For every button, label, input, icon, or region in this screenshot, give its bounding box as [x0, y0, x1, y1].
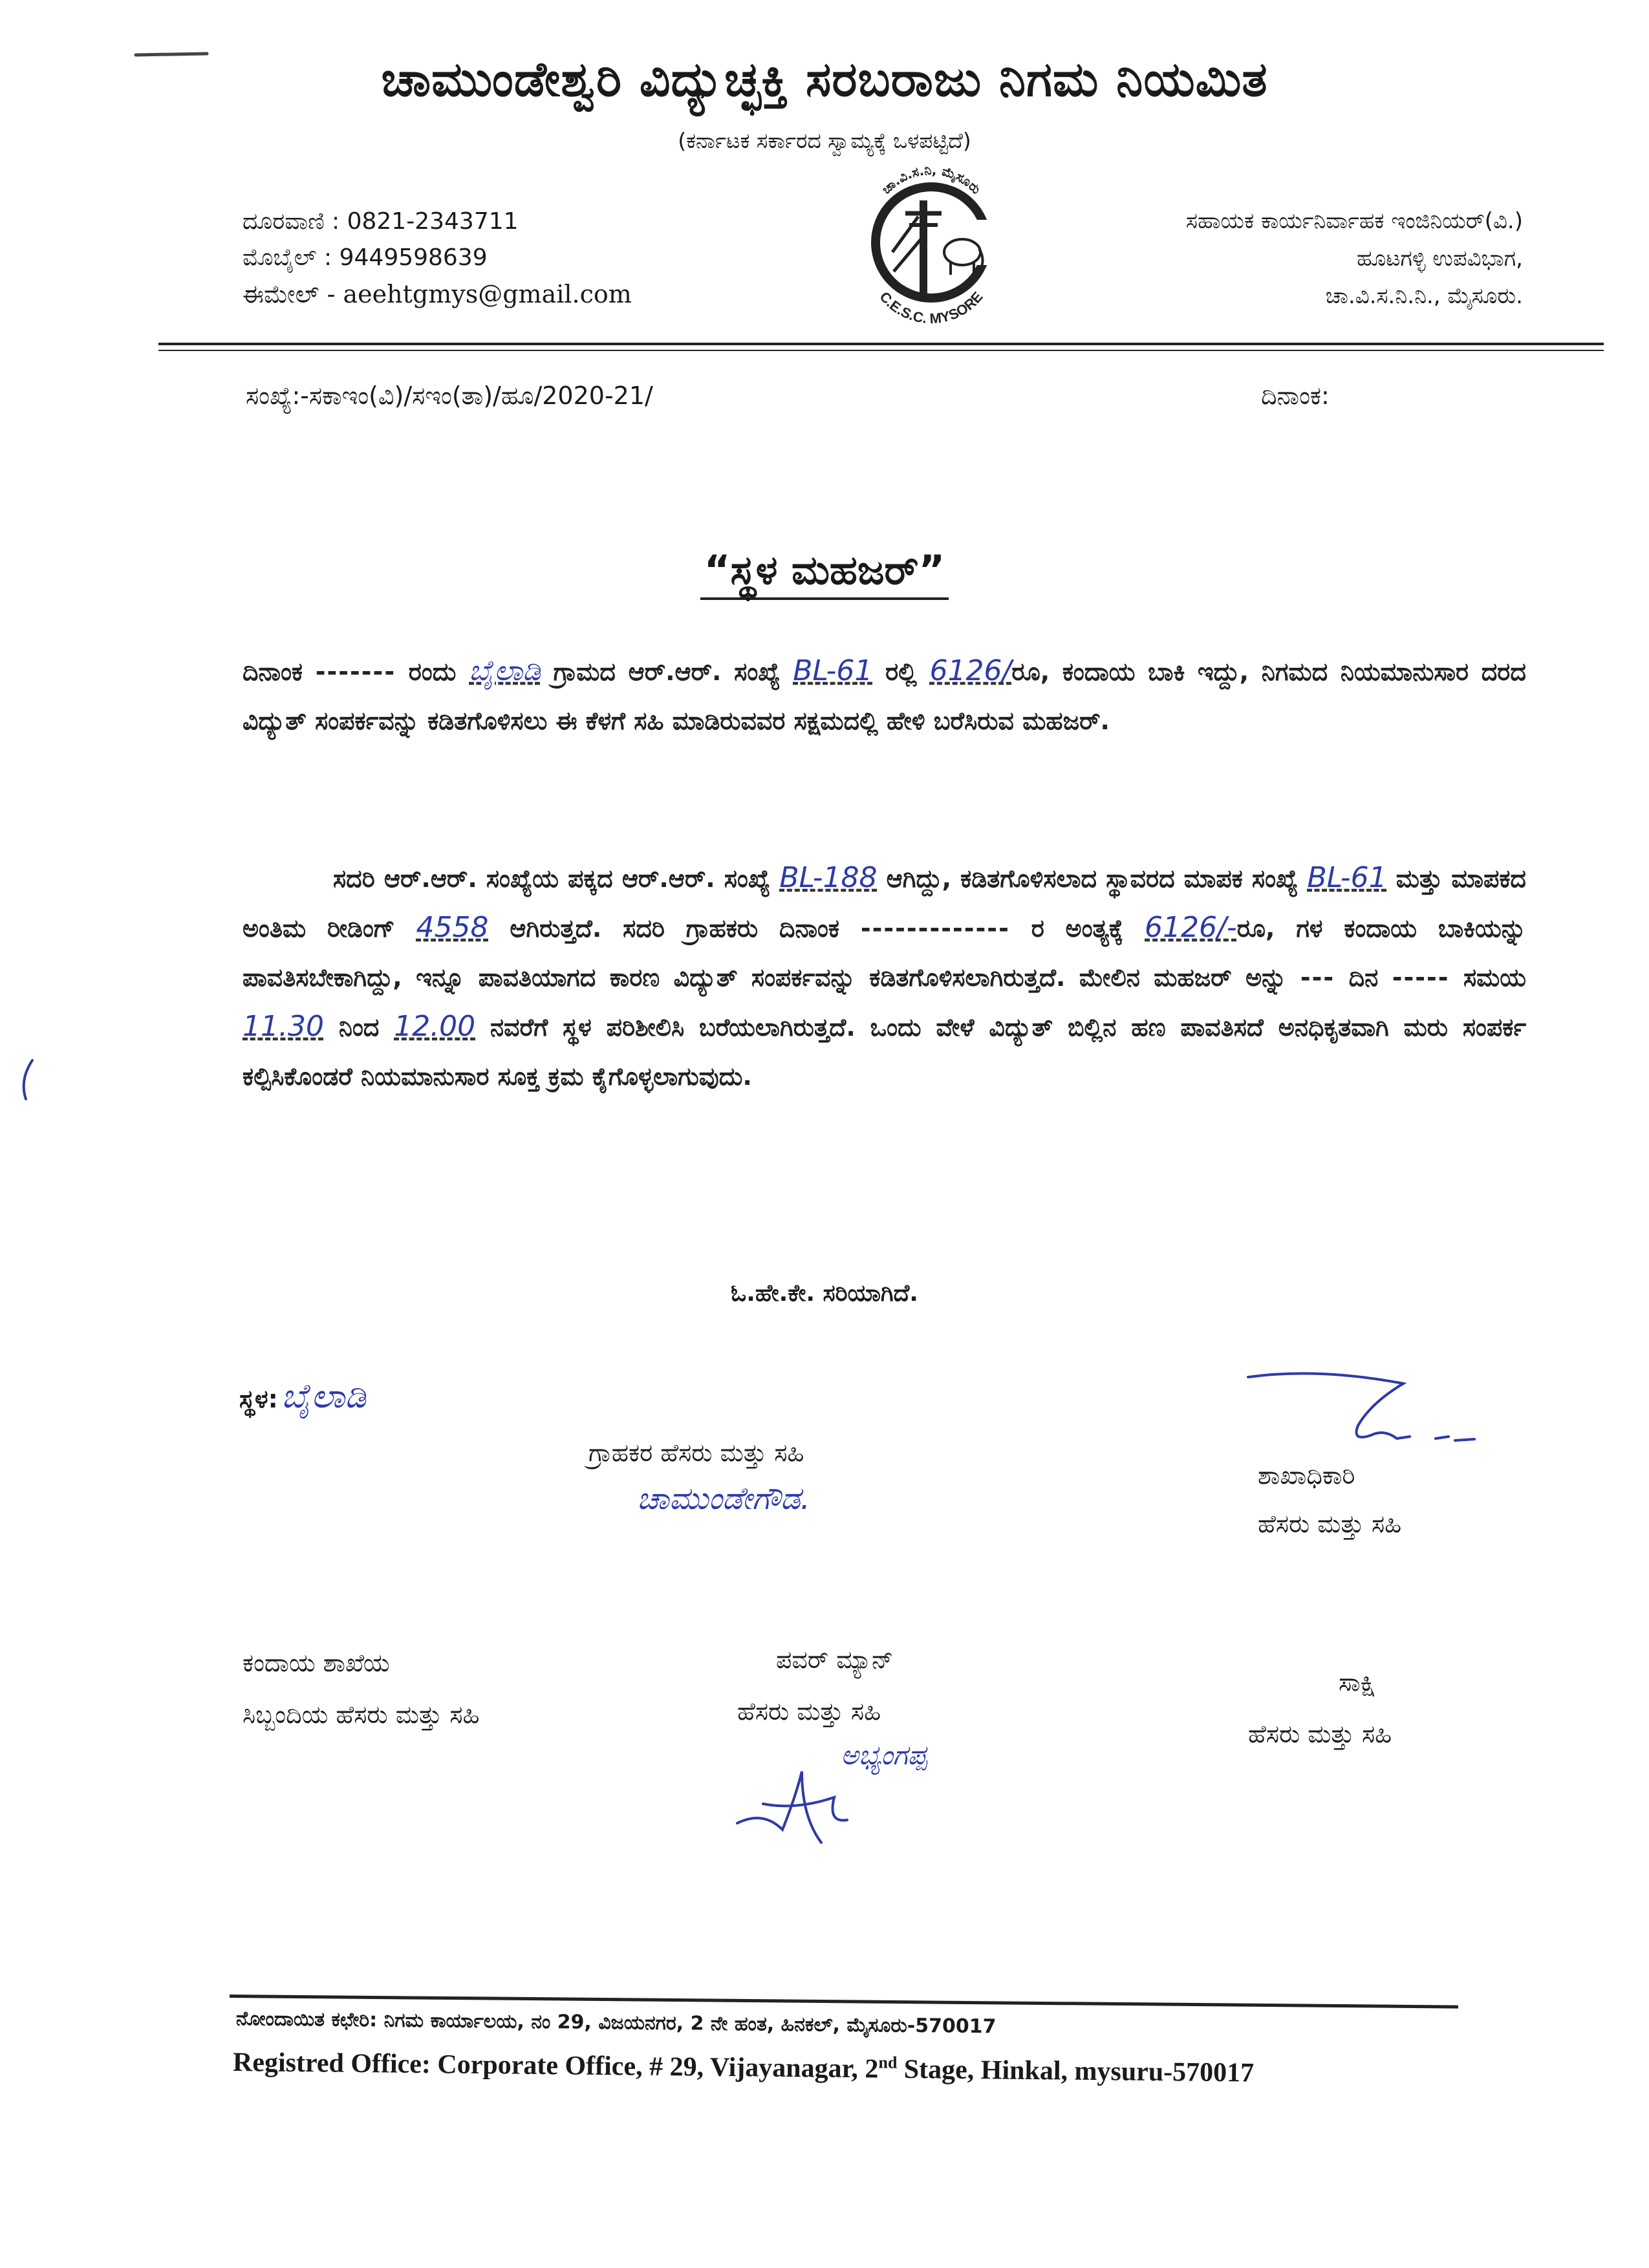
date-label: ದಿನಾಂಕ:	[1261, 381, 1330, 410]
revenue-branch-label: ಕಂದಾಯ ಶಾಖೆಯ	[242, 1649, 390, 1677]
p2-blank-1: ---	[1300, 963, 1335, 992]
powerman-label: ಪವರ್ ಮ್ಯಾನ್	[776, 1645, 894, 1674]
officer-signature	[1242, 1364, 1487, 1461]
p2-text-5: ರ ಅಂತ್ಯಕ್ಕೆ	[1009, 914, 1145, 943]
p2-text-2: ಆಗಿದ್ದು, ಕಡಿತಗೊಳಿಸಲಾದ ಸ್ಥಾವರದ ಮಾಪಕ ಸಂಖ್ಯೆ	[877, 864, 1308, 893]
arrears-amount: 6126/	[929, 654, 1012, 687]
footer-registered-office-kannada: ನೋಂದಾಯಿತ ಕಛೇರಿ: ನಿಗಮ ಕಾರ್ಯಾಲಯ, ನಂ 29, ವಿಜಯನಗರ, 2 ನೇ ಹಂತ, ಹಿನಕಲ್, ಮೈಸೂರು-570017	[235, 2007, 997, 2038]
witness-label: ಸಾಕ್ಷಿ	[1339, 1668, 1376, 1696]
paragraph-1	[242, 647, 1526, 745]
office-address-block	[1186, 208, 1523, 321]
customer-name: ಚಾಮುಂಡೇಗೌಡ.	[637, 1481, 810, 1517]
phone-number: ದೂರವಾಣಿ : 0821-2343711	[242, 208, 519, 235]
rr-number: BL-61	[793, 654, 873, 687]
footer-english-part1: Registred Office: Corporate Office, # 29, Vijayanagar, 2	[232, 2048, 879, 2084]
p1-blank-date: -------	[315, 658, 396, 686]
office-designation: ಸಹಾಯಕ ಕಾರ್ಯನಿರ್ವಾಹಕ ಇಂಜಿನಿಯರ್(ವಿ.)	[1185, 208, 1523, 234]
time-from: 11.30	[242, 1010, 324, 1043]
village-name: ಬೈಲಾಡಿ	[469, 654, 541, 687]
officer-title: ಶಾಖಾಧಿಕಾರಿ	[1258, 1461, 1355, 1490]
p2-text-10: ನವರೆಗೆ ಸ್ಥಳ ಪರಿಶೀಲಿಸಿ ಬರೆಯಲಾಗಿರುತ್ತದೆ. ಒಂದು ವೇಳೆ ವಿದ್ಯುತ್ ಬಿಲ್ಲಿನ ಹಣ ಪಾವತಿಸದೆ ಅನಧಿಕೃತವಾಗಿ ಮರು ಸಂಪರ್ಕ ಕಲ್ಪಿಸಿಕೊಂಡರೆ ನಿಯಮಾನುಸಾರ ಸೂಕ್ತ ಕ್ರಮ ಕೈಗೊಳ್ಳಲಾಗುವುದು.	[242, 1013, 1526, 1091]
due-amount: 6126/-	[1145, 911, 1237, 944]
logo-emblem	[847, 155, 1015, 330]
powerman-sign-label: ಹೆಸರು ಮತ್ತು ಸಹಿ	[737, 1697, 881, 1726]
place-value: ಬೈಲಾಡಿ	[281, 1377, 367, 1416]
logo-top-text: ಚಾ.ವಿ.ಸ.ನಿ, ಮೈಸೂರು	[878, 162, 984, 197]
p2-blank-date: -------------	[860, 914, 1010, 943]
footer-rule	[230, 1995, 1458, 2009]
mobile-number: ಮೊಬೈಲ್ : 9449598639	[242, 244, 488, 271]
header-divider-thin	[158, 350, 1604, 351]
footer-english-part2: Stage, Hinkal, mysuru-570017	[897, 2054, 1255, 2088]
cesc-logo	[847, 155, 1015, 330]
p2-text-7: ದಿನ	[1335, 963, 1392, 992]
p2-blank-2: -----	[1392, 963, 1450, 992]
ok-confirmation: ಓ.ಹೇ.ಕೇ. ಸರಿಯಾಗಿದೆ.	[731, 1280, 918, 1307]
email-address: ಈಮೇಲ್ - aeehtgmys@gmail.com	[242, 280, 632, 308]
p2-text-8: ಸಮಯ	[1449, 963, 1527, 992]
header-divider	[158, 343, 1604, 345]
witness-sign-label: ಹೆಸರು ಮತ್ತು ಸಹಿ	[1248, 1720, 1392, 1748]
p1-text-2: ರಂದು	[396, 658, 469, 686]
logo-bottom-text: C.E.S.C. MYSORE	[876, 288, 986, 327]
time-to: 12.00	[394, 1010, 476, 1043]
powerman-name: ಅಭ್ಯಂಗಪ್ಪ	[841, 1739, 927, 1771]
p2-text-1: ಸದರಿ ಆರ್.ಆರ್. ಸಂಖ್ಯೆಯ ಪಕ್ಕದ ಆರ್.ಆರ್. ಸಂಖ್ಯೆ	[333, 864, 780, 893]
revenue-staff-label: ಸಿಬ್ಬಂದಿಯ ಹೆಸರು ಮತ್ತು ಸಹಿ	[242, 1700, 480, 1729]
document-title-text: “ಸ್ಥಳ ಮಹಜರ್”	[700, 546, 949, 600]
margin-pen-mark	[13, 1054, 39, 1106]
footer-english-sup: nd	[878, 2053, 898, 2072]
final-meter-reading: 4558	[416, 911, 489, 944]
svg-text:ಚಾ.ವಿ.ಸ.ನಿ, ಮೈಸೂರು	[878, 162, 984, 197]
meter-number: BL-61	[1307, 861, 1387, 894]
powerman-signature	[724, 1759, 867, 1856]
office-company: ಚಾ.ವಿ.ಸ.ನಿ.ನಿ., ಮೈಸೂರು.	[1325, 283, 1523, 309]
organization-name: ಚಾಮುಂಡೇಶ್ವರಿ ವಿದ್ಯುಚ್ಛಕ್ತಿ ಸರಬರಾಜು ನಿಗಮ ನಿಯಮಿತ	[381, 52, 1268, 107]
place-label: ಸ್ಥಳ:	[239, 1385, 278, 1413]
contact-block	[242, 206, 632, 314]
p2-text-4: ಆಗಿರುತ್ತದೆ. ಸದರಿ ಗ್ರಾಹಕರು ದಿನಾಂಕ	[488, 914, 861, 943]
p1-text-1: ದಿನಾಂಕ	[242, 658, 316, 686]
reference-number: ಸಂಖ್ಯೆ:-ಸಕಾಇಂ(ವಿ)/ಸಇಂ(ತಾ)/ಹೂ/2020-21/	[246, 381, 653, 410]
paragraph-2	[242, 853, 1526, 1101]
p1-text-3: ಗ್ರಾಮದ ಆರ್.ಆರ್. ಸಂಖ್ಯೆ	[540, 658, 793, 686]
footer-registered-office-english	[233, 2046, 1255, 2089]
p1-text-4: ರಲ್ಲಿ	[872, 658, 930, 686]
place-field	[239, 1377, 366, 1417]
organization-subtitle: (ಕರ್ನಾಟಕ ಸರ್ಕಾರದ ಸ್ವಾಮ್ಯಕ್ಕೆ ಒಳಪಟ್ಟಿದೆ)	[678, 128, 971, 153]
office-subdivision: ಹೂಟಗಳ್ಳಿ ಉಪವಿಭಾಗ,	[1357, 246, 1523, 272]
p2-text-3: ಮತ್ತು ಮಾಪಕದ ಅಂತಿಮ ರೀಡಿಂಗ್	[242, 864, 1526, 943]
p2-text-6: ರೂ, ಗಳ ಕಂದಾಯ ಬಾಕಿಯನ್ನು ಪಾವತಿಸಬೇಕಾಗಿದ್ದು, ಇನ್ನೂ ಪಾವತಿಯಾಗದ ಕಾರಣ ವಿದ್ಯುತ್ ಸಂಪರ್ಕವನ್ನು ಕಡಿತಗೊಳಿಸಲಾಗಿರುತ್ತದೆ. ಮೇಲಿನ ಮಹಜರ್ ಅನ್ನು	[242, 914, 1527, 992]
document-title	[0, 546, 1649, 594]
p1-text-5: ರೂ, ಕಂದಾಯ ಬಾಕಿ ಇದ್ದು, ನಿಗಮದ ನಿಯಮಾನುಸಾರ ದರದ ವಿದ್ಯುತ್ ಸಂಪರ್ಕವನ್ನು ಕಡಿತಗೊಳಿಸಲು ಈ ಕೆಳಗೆ ಸಹಿ ಮಾಡಿರುವವರ ಸಕ್ಷಮದಲ್ಲಿ ಹೇಳಿ ಬರೆಸಿರುವ ಮಹಜರ್.	[242, 658, 1526, 735]
customer-sign-label: ಗ್ರಾಹಕರ ಹೆಸರು ಮತ್ತು ಸಹಿ	[588, 1439, 804, 1467]
adjacent-rr-number: BL-188	[779, 861, 878, 894]
officer-sign-label: ಹೆಸರು ಮತ್ತು ಸಹಿ	[1258, 1510, 1402, 1538]
p2-text-9: ನಿಂದ	[323, 1013, 394, 1042]
